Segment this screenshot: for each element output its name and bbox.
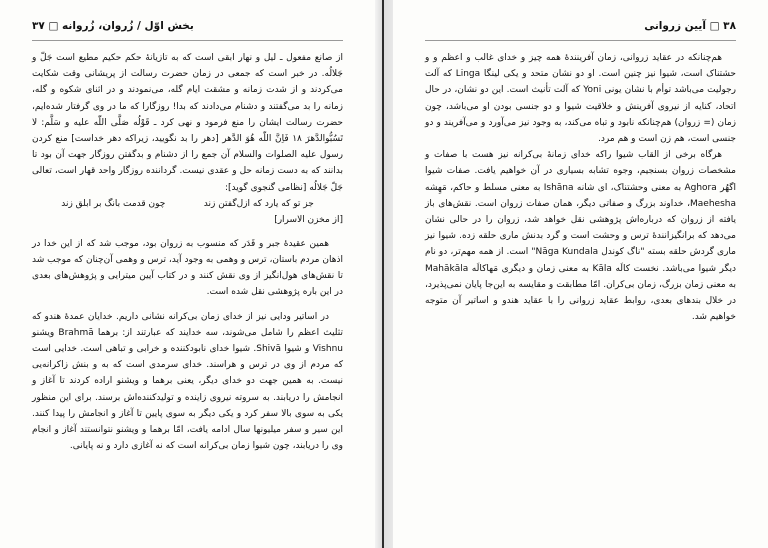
- right-page: [393, 0, 768, 548]
- left-page: [0, 0, 375, 548]
- verse-source-reference: [از مخزن الاسرار]: [274, 214, 343, 225]
- right-page-header: [425, 20, 736, 41]
- left-page-body: [32, 50, 343, 454]
- verse-hemistich-2: جز تو که یارد که ازل‌گفتن زند: [203, 198, 314, 209]
- right-page-paragraph-1: هم‌چنانکه در عقاید زروانی، زمان آفرینندهٔ همه چیز و خدای غالب و اعظم و و حشتناک است، شیوا نیز چنین است. او دو نشان متحد و یکی لینگا Linga که آلت رجولیت می‌باشد توأم با نشان یونی Yoni که آلت تأنیث است. این دو نشان، در حال اتحاد، کنایه از نیروی آفرینش و خلاقیت شیوا و دو جنسی بودن او می‌باشد، چون زمان (= زروان) هم‌چنانکه نابود و تباه می‌کند، به وجود نیز می‌آورد و می‌آفریند و دو جنسی است، هم زن است و هم مرد.: [425, 53, 737, 145]
- left-page-paragraph-2: همین عقیدهٔ جبر و قَدَر که منسوب به زروان بود، موجب شد که از این خدا در اذهان مردم باستان، ترس و وهمی به وجود آید، ترس و وهمی آن‌چنان که موجب شد تا نقش‌های هول‌انگیز از وی نقش کنند و در کتاب آیین میترایی و پژوهش‌های بعدی در این باره پژوهشی نقل شده است.: [32, 238, 343, 298]
- left-page-paragraph-1: از صانع مفعول ـ لیل و نهار ابقی است که به تازیانهٔ حکم حکیم مطیع است جَلّ و جَلالُه. در خبر است که جمعی در زمان حضرت رسالت از پریشانی وقت شکایت می‌کردند و از شدت زمانه و مشقت ایام گله، می‌نمودند و در اثنای شکوه و گله، زمانه را بد می‌گفتند و دشنام می‌دادند که بدا! روزگارا که ما در وی گرفتار شده‌ایم، حضرت رسالت ایشان را منع فرمود و نهی کرد ـ قَوْلُه صَلَّی اللّٰه علیه و سَلَّم: لا تَسُبُّوالدَّهرَ ۱۸ فَاِنَّ اللّٰه هُوَ الدَّهر [دهر را بد نگویید، زیراکه دهر خداست] منع کردن رسول علیه الصلوات والسلام آن جمع را از دشنام و بدگفتن روزگار جهت آن بود تا بدانند که به دست زمانه حل و عقدی نیست. گرداننده روزگار واحد قهار است، تعالی جَلّ جَلالُه [نظامی گنجوی گوید]:: [32, 53, 343, 193]
- left-page-running-title: بخش اوّل / زُروان، زُروانه □ ۳۷: [32, 20, 194, 32]
- left-page-header: [32, 20, 343, 41]
- left-page-paragraph-3: در اساتیر ودایی نیز از خدای زمان بی‌کرانه نشانی داریم. خدایان عمدهٔ هندو که تثلیث اعظم را شامل می‌شوند، سه خدایند که عبارتند از: برهما Brahmā ویشنو Vishnu و شیوا Shivā. شیوا خدای نابودکننده و خرابی و تباهی است. خدایی است که مردم از وی در ترس و هراسند. خدای سرمدی است که به و بنش زاکرانه‌یی نیست. به همین جهت دو خدای دیگر، یعنی برهما و ویشنو اراده کردند تا آغاز و انجامش را دریابند. به سروته نیروی زاینده و تولیدکننده‌اش برسند. برای این منظور یکی به سوی بالا سفر کرد و یکی دیگر به سوی پایین تا آغاز و انجامش را پیدا کنند. این سیر و سفر میلیونها سال ادامه یافت، امّا برهما و ویشنو نتوانستند آغاز و انجام وی را دریابند، چون شیوا زمان بی‌کرانه است که نه آغازی دارد و نه پایانی.: [32, 311, 344, 452]
- right-page-body: [425, 50, 736, 325]
- right-page-running-title: ۳۸ □ آیین زروانی: [644, 20, 736, 32]
- book-gutter: [375, 0, 393, 548]
- verse-hemistich-1: چون قدمت بانگ بر ابلق زند: [61, 198, 166, 209]
- right-page-paragraph-2: هرگاه برخی از القاب شیوا راکه خدای زمانهٔ بی‌کرانه نیز هست با صفات و مشخصات زروان بسنجیم، وجوه تشابه بسیاری در آن خواهیم یافت. صفات شیوا اگهُر Aghora به معنی وحشتناک، ای شانه Ishāna به معنی مسلط و حاکم، مَهِشه Maehesha، خداوند بزرگ و صفاتی دیگر، همان صفات زروان است. نقش‌های باز یافته از زروان که درباره‌اش پژوهشی نقل خواهد شد، زروان را در حالی نشان می‌دهد که برانگیزانندهٔ ترس و وحشت است و گرد بدنش ماری حلقه زده. شیوا نیز ماری گردش حلقه بسته "ناگ کوندل Nāga Kundala" است. از همه مهم‌تر، دو نام دیگر شیوا می‌باشد. نخست کالَه Kāla به معنی زمان و دیگری مَهاکالَه Mahākāla به معنی زمان بزرگ، زمان بی‌کران. امّا مطابقت و مقایسه به این‌جا پایان نمی‌پذیرد، در خلال بندهای بعدی، روابط عقاید زروانی را با عقاید هندو و اساتیر آن متوجه خواهیم شد.: [425, 150, 736, 323]
- poem-verse: [42, 196, 333, 212]
- book-spine-line: [382, 0, 384, 548]
